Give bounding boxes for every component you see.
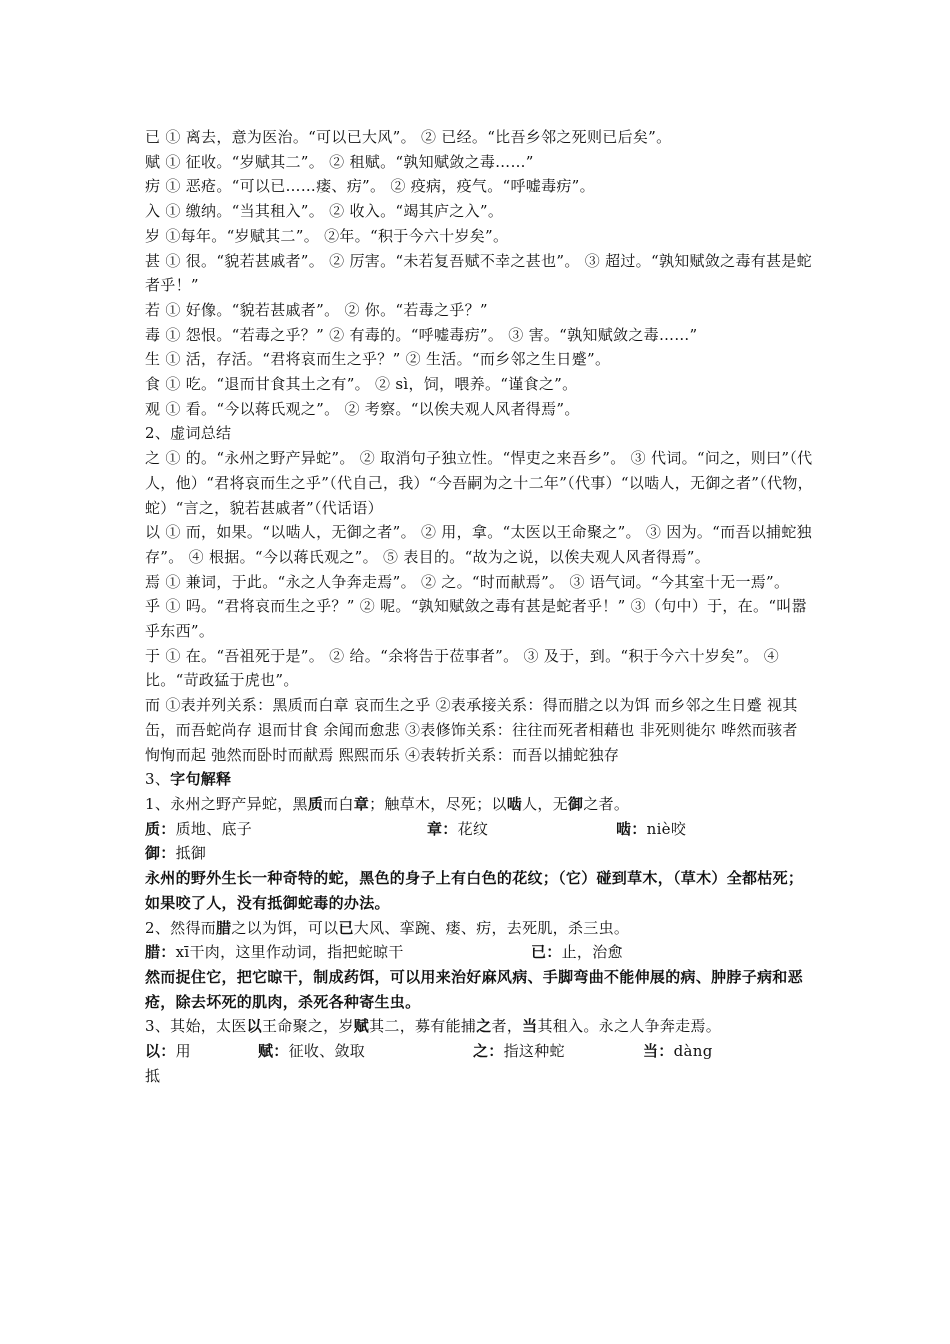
- note-line: 岁 ①每年。“岁赋其二”。 ②年。“积于今六十岁矣”。: [145, 226, 509, 245]
- translation-2: 然而捉住它，把它晾干，制成药饵，可以用来治好麻风病、手脚弯曲不能伸展的病、肿脖子病和恶疮，除去坏死的肌肉，杀死各种寄生虫。: [145, 967, 803, 1011]
- gloss-item: 章：花纹: [427, 819, 489, 838]
- gloss-item: 已：止，治愈: [531, 943, 623, 962]
- document-page: [145, 125, 815, 1088]
- gloss-item: 腊：xī干肉，这里作动词，指把蛇晾干: [145, 943, 404, 962]
- sentence-2: 2、然得而腊之以为饵，可以已大风、挛踠、瘘、疠，去死肌，杀三虫。: [145, 918, 630, 937]
- gloss-continuation: 抵: [145, 1066, 161, 1085]
- note-line: 已 ① 离去，意为医治。“可以已大风”。 ② 已经。“比吾乡邻之死则已后矣”。: [145, 128, 672, 146]
- note-line: 观 ① 看。“今以蒋氏观之”。 ② 考察。“以俟夫观人风者得焉”。: [145, 399, 580, 418]
- note-line: 以 ① 而，如果。“以啮人，无御之者”。 ② 用，拿。“太医以王命聚之”。 ③ 因为。“而吾以捕蛇独存”。 ④ 根据。“今以蒋氏观之”。 ⑤ 表目的。“故为之说，以俟夫观人风者得焉”。: [145, 523, 812, 566]
- note-line: 若 ① 好像。“貌若甚戚者”。 ② 你。“若毒之乎？”: [145, 300, 488, 319]
- note-line: 毒 ① 怨恨。“若毒之乎？” ② 有毒的。“呼嘘毒疠”。 ③ 害。“孰知赋敛之毒……”: [145, 325, 698, 344]
- gloss-item: 当：dàng: [643, 1042, 713, 1061]
- note-line: 而 ①表并列关系：黑质而白章 哀而生之乎 ②表承接关系：得而腊之以为饵 而乡邻之生日蹙 视其缶，而吾蛇尚存 退而甘食 余闻而愈悲 ③表修饰关系：往往而死者相藉也 非死则徙尔 哗然而骇者 恂恂而起 弛然而卧时而献焉 熙熙而乐 ④表转折关系：而吾以捕蛇独存: [145, 696, 803, 764]
- note-line: 焉 ① 兼词，于此。“永之人争奔走焉”。 ② 之。“时而献焉”。 ③ 语气词。“今其室十无一焉”。: [145, 572, 790, 591]
- gloss-item: 御：抵御: [145, 844, 207, 863]
- note-line: 赋 ① 征收。“岁赋其二”。 ② 租赋。“孰知赋敛之毒……”: [145, 152, 534, 171]
- note-line: 之 ① 的。“永州之野产异蛇”。 ② 取消句子独立性。“悍吏之来吾乡”。 ③ 代词。“问之，则曰”（代人，他）“君将哀而生之乎”（代自己，我）“今吾嗣为之十二年”（代事）“以啮人，无御之者”（代物，蛇）“言之，貌若甚戚者”（代话语）: [145, 449, 813, 517]
- gloss-item: 之：指这种蛇: [473, 1042, 565, 1061]
- sentence-1: 1、永州之野产异蛇，黑质而白章；触草木，尽死；以啮人，无御之者。: [145, 794, 630, 813]
- note-line: 食 ① 吃。“退而甘食其土之有”。 ② sì，饲，喂养。“谨食之”。: [145, 375, 578, 394]
- gloss-item: 质：质地、底子: [145, 819, 253, 838]
- note-line: 乎 ① 吗。“君将哀而生之乎？” ② 呢。“孰知赋敛之毒有甚是蛇者乎！” ③（句中）于，在。“叫嚣乎东西”。: [145, 597, 807, 641]
- note-line: 入 ① 缴纳。“当其租入”。 ② 收入。“竭其庐之入”。: [145, 202, 504, 221]
- note-line: 生 ① 活，存活。“君将哀而生之乎？” ② 生活。“而乡邻之生日蹙”。: [145, 350, 611, 369]
- sentence-3: 3、其始，太医以王命聚之，岁赋其二，募有能捕之者，当其租入。永之人争奔走焉。: [145, 1017, 722, 1036]
- section-heading-sentence-explanation: 3、字句解释: [145, 770, 232, 789]
- gloss-row: [145, 817, 815, 842]
- note-line: 疠 ① 恶疮。“可以已……瘘、疠”。 ② 疫病，疫气。“呼嘘毒疠”。: [145, 177, 595, 196]
- section-heading-function-words: 2、虚词总结: [145, 424, 232, 443]
- gloss-item: 啮：niè咬: [616, 819, 687, 838]
- gloss-row: [145, 1039, 815, 1064]
- note-line: 甚 ① 很。“貌若甚戚者”。 ② 厉害。“未若复吾赋不幸之甚也”。 ③ 超过。“孰知赋敛之毒有甚是蛇者乎！”: [145, 251, 812, 295]
- translation-1: 永州的野外生长一种奇特的蛇，黑色的身子上有白色的花纹；（它）碰到草木，（草木）全都枯死；如果咬了人，没有抵御蛇毒的办法。: [145, 869, 804, 912]
- gloss-item: 以：用: [145, 1042, 191, 1061]
- note-line: 于 ① 在。“吾祖死于是”。 ② 给。“余将告于莅事者”。 ③ 及于，到。“积于今六十岁矣”。 ④ 比。“苛政猛于虎也”。: [145, 646, 785, 690]
- gloss-row: [145, 940, 815, 965]
- gloss-item: 赋：征收、敛取: [258, 1042, 366, 1061]
